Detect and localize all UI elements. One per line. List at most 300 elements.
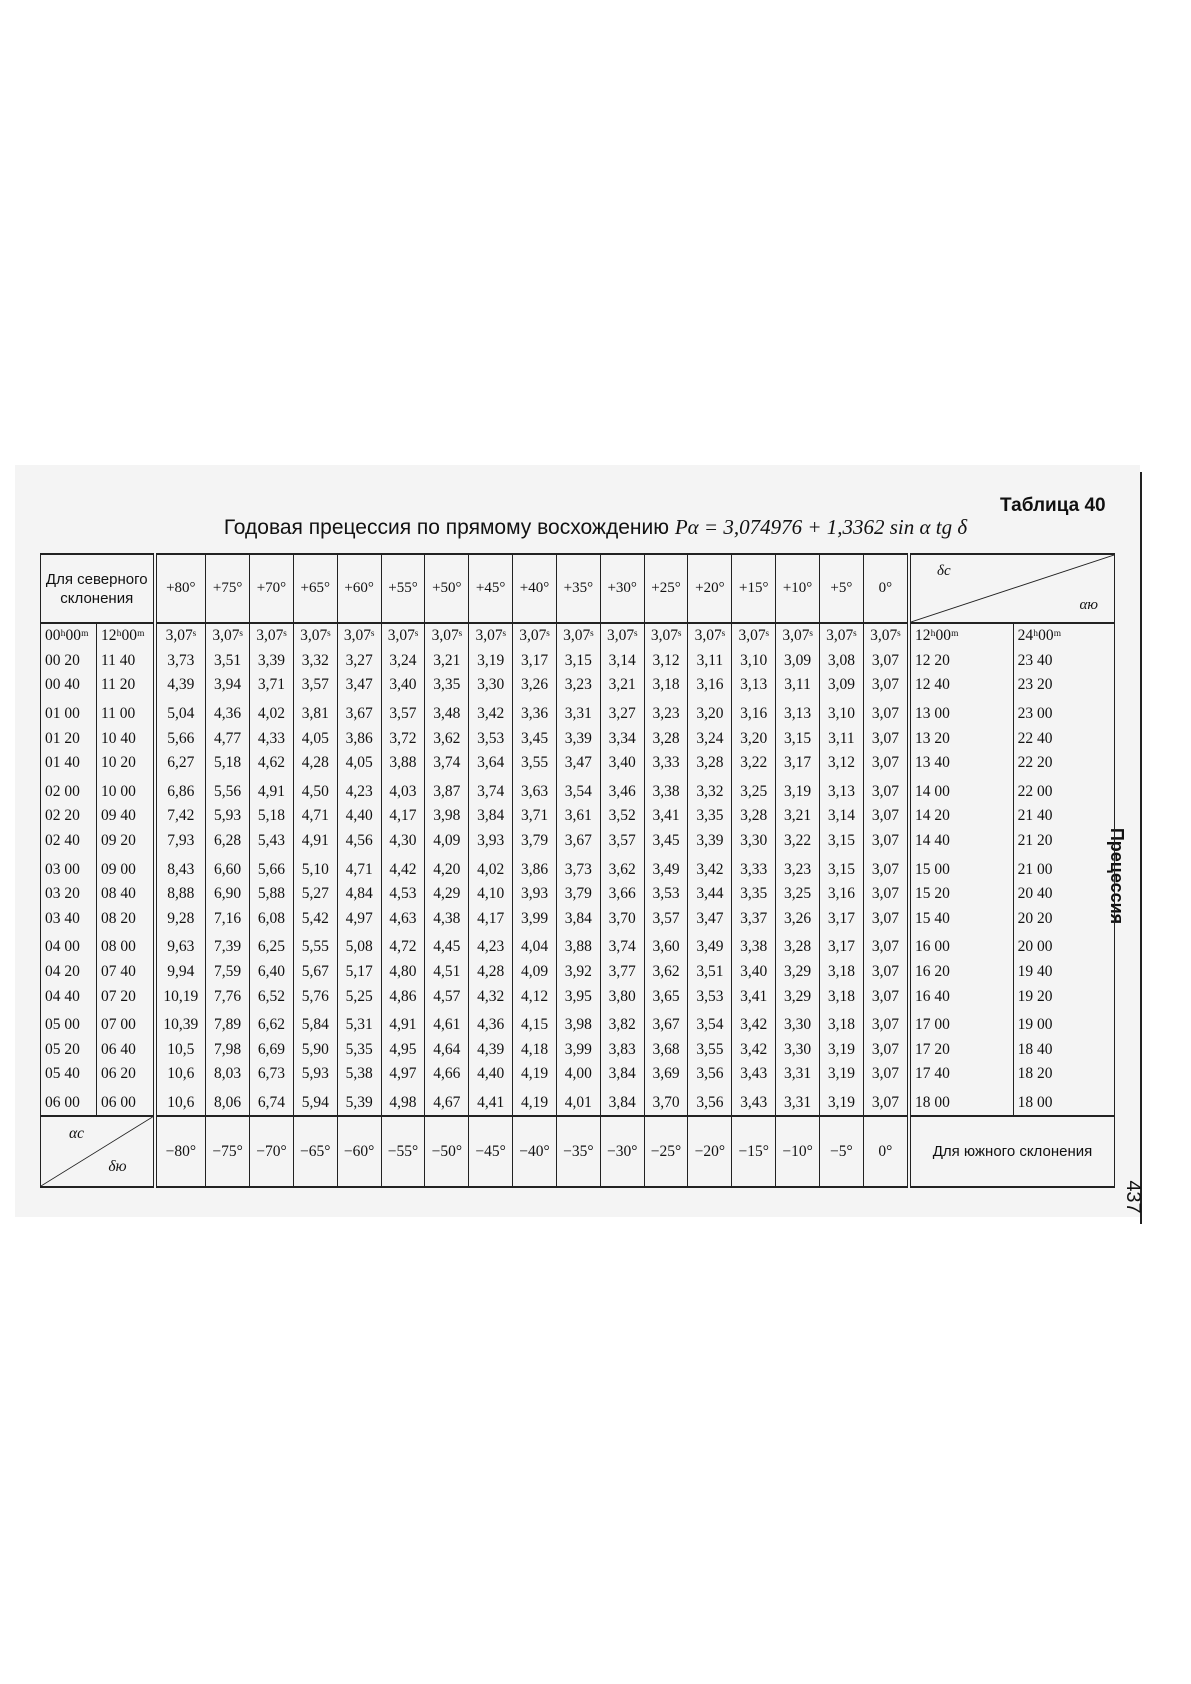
ra-north-b-cell: 06 20	[97, 1062, 155, 1087]
ra-north-b-cell: 07 00	[97, 1009, 155, 1038]
precession-value-cell: 3,56	[688, 1087, 732, 1117]
table-row	[41, 1087, 1115, 1117]
precession-value-cell: 3,10	[732, 649, 776, 674]
precession-value-cell: 3,07	[863, 726, 909, 751]
precession-value-cell: 3,40	[600, 751, 644, 776]
table-row	[41, 907, 1115, 932]
precession-value-cell: 4,00	[556, 1062, 600, 1087]
ra-north-a-cell: 03 40	[41, 907, 97, 932]
precession-value-cell: 6,74	[250, 1087, 294, 1117]
precession-value-cell: 3,43	[732, 1087, 776, 1117]
north-declination-header: +65°	[293, 554, 337, 623]
precession-value-cell: 3,60	[644, 931, 688, 960]
precession-value-cell: 3,31	[556, 698, 600, 727]
precession-value-cell: 3,93	[513, 882, 557, 907]
south-declination-footer: −45°	[469, 1116, 513, 1187]
precession-value-cell: 3,45	[644, 829, 688, 854]
precession-value-cell: 3,56	[688, 1062, 732, 1087]
precession-value-cell: 7,98	[206, 1038, 250, 1063]
precession-value-cell: 6,52	[250, 984, 294, 1009]
precession-value-cell: 3,07	[863, 829, 909, 854]
precession-value-cell: 3,07	[863, 673, 909, 698]
ra-south-b-cell: 21 20	[1013, 829, 1114, 854]
precession-value-cell: 4,61	[425, 1009, 469, 1038]
precession-value-cell: 3,21	[600, 673, 644, 698]
precession-value-cell: 3,67	[644, 1009, 688, 1038]
ra-north-b-cell: 08 00	[97, 931, 155, 960]
precession-value-cell: 3,07	[863, 804, 909, 829]
precession-value-cell: 3,73	[155, 649, 206, 674]
precession-value-cell: 3,38	[732, 931, 776, 960]
precession-value-cell: 3,07ˢ	[293, 623, 337, 649]
table-row	[41, 698, 1115, 727]
precession-value-cell: 3,07ˢ	[776, 623, 820, 649]
north-declination-header: +60°	[337, 554, 381, 623]
south-declination-footer: −55°	[381, 1116, 425, 1187]
precession-value-cell: 3,11	[819, 726, 863, 751]
precession-value-cell: 3,62	[425, 726, 469, 751]
precession-value-cell: 5,84	[293, 1009, 337, 1038]
ra-south-b-cell: 23 40	[1013, 649, 1114, 674]
precession-value-cell: 10,6	[155, 1087, 206, 1117]
table-row	[41, 726, 1115, 751]
ra-north-a-cell: 01 20	[41, 726, 97, 751]
precession-value-cell: 4,28	[469, 960, 513, 985]
ra-south-b-cell: 19 00	[1013, 1009, 1114, 1038]
precession-value-cell: 3,28	[776, 931, 820, 960]
precession-value-cell: 6,62	[250, 1009, 294, 1038]
precession-value-cell: 4,12	[513, 984, 557, 1009]
ra-north-b-cell: 10 00	[97, 776, 155, 805]
precession-value-cell: 4,17	[381, 804, 425, 829]
ra-north-a-cell: 03 20	[41, 882, 97, 907]
precession-value-cell: 3,84	[600, 1087, 644, 1117]
precession-value-cell: 8,06	[206, 1087, 250, 1117]
precession-value-cell: 5,66	[155, 726, 206, 751]
precession-value-cell: 3,46	[600, 776, 644, 805]
ra-north-a-cell: 02 20	[41, 804, 97, 829]
precession-value-cell: 3,13	[732, 673, 776, 698]
ra-north-a-cell: 00 20	[41, 649, 97, 674]
precession-value-cell: 9,94	[155, 960, 206, 985]
precession-value-cell: 4,33	[250, 726, 294, 751]
precession-value-cell: 7,89	[206, 1009, 250, 1038]
precession-value-cell: 3,15	[819, 829, 863, 854]
precession-value-cell: 7,16	[206, 907, 250, 932]
precession-value-cell: 3,31	[776, 1062, 820, 1087]
precession-value-cell: 3,54	[556, 776, 600, 805]
south-declination-footer: −65°	[293, 1116, 337, 1187]
precession-value-cell: 3,54	[688, 1009, 732, 1038]
precession-value-cell: 4,95	[381, 1038, 425, 1063]
precession-value-cell: 3,07ˢ	[206, 623, 250, 649]
precession-value-cell: 3,72	[381, 726, 425, 751]
precession-value-cell: 3,42	[469, 698, 513, 727]
precession-value-cell: 3,70	[644, 1087, 688, 1117]
ra-south-b-cell: 19 20	[1013, 984, 1114, 1009]
precession-value-cell: 4,05	[337, 751, 381, 776]
table-row	[41, 931, 1115, 960]
table-row	[41, 673, 1115, 698]
ra-south-a-cell: 18 00	[909, 1087, 1013, 1117]
ra-north-a-cell: 02 00	[41, 776, 97, 805]
precession-value-cell: 3,25	[732, 776, 776, 805]
precession-value-cell: 3,07ˢ	[600, 623, 644, 649]
precession-value-cell: 3,84	[469, 804, 513, 829]
precession-value-cell: 3,19	[819, 1062, 863, 1087]
precession-value-cell: 3,07ˢ	[513, 623, 557, 649]
precession-value-cell: 4,57	[425, 984, 469, 1009]
precession-value-cell: 4,41	[469, 1087, 513, 1117]
precession-value-cell: 3,23	[556, 673, 600, 698]
precession-value-cell: 3,14	[819, 804, 863, 829]
ra-south-b-cell: 23 00	[1013, 698, 1114, 727]
precession-value-cell: 3,12	[644, 649, 688, 674]
precession-value-cell: 3,95	[556, 984, 600, 1009]
ra-north-b-cell: 07 40	[97, 960, 155, 985]
table-row	[41, 751, 1115, 776]
precession-value-cell: 3,07ˢ	[863, 623, 909, 649]
precession-value-cell: 3,17	[513, 649, 557, 674]
precession-value-cell: 8,03	[206, 1062, 250, 1087]
precession-value-cell: 3,39	[556, 726, 600, 751]
precession-value-cell: 3,71	[250, 673, 294, 698]
precession-value-cell: 5,25	[337, 984, 381, 1009]
precession-value-cell: 3,21	[425, 649, 469, 674]
precession-value-cell: 3,80	[600, 984, 644, 1009]
precession-value-cell: 3,18	[819, 960, 863, 985]
precession-value-cell: 3,09	[819, 673, 863, 698]
precession-value-cell: 3,07	[863, 698, 909, 727]
ra-south-b-cell: 18 20	[1013, 1062, 1114, 1087]
precession-value-cell: 4,17	[469, 907, 513, 932]
ra-north-b-cell: 09 40	[97, 804, 155, 829]
north-declination-header: +50°	[425, 554, 469, 623]
precession-value-cell: 3,16	[688, 673, 732, 698]
table-row	[41, 1009, 1115, 1038]
table-title	[0, 515, 1191, 540]
ra-south-a-cell: 14 40	[909, 829, 1013, 854]
precession-value-cell: 3,19	[776, 776, 820, 805]
precession-value-cell: 4,38	[425, 907, 469, 932]
precession-value-cell: 3,49	[644, 853, 688, 882]
ra-south-b-cell: 24ʰ00ᵐ	[1013, 623, 1114, 649]
precession-value-cell: 4,32	[469, 984, 513, 1009]
header-row	[41, 554, 1115, 623]
precession-value-cell: 7,93	[155, 829, 206, 854]
ra-south-a-cell: 15 20	[909, 882, 1013, 907]
ra-north-b-cell: 12ʰ00ᵐ	[97, 623, 155, 649]
north-declination-header: +80°	[155, 554, 206, 623]
precession-value-cell: 3,07ˢ	[381, 623, 425, 649]
ra-south-b-cell: 19 40	[1013, 960, 1114, 985]
ra-north-a-cell: 03 00	[41, 853, 97, 882]
precession-value-cell: 4,91	[250, 776, 294, 805]
header-corner-cell	[909, 554, 1115, 623]
precession-value-cell: 3,15	[819, 853, 863, 882]
precession-value-cell: 3,07ˢ	[556, 623, 600, 649]
precession-value-cell: 5,17	[337, 960, 381, 985]
corner-delta-north: δс	[936, 563, 951, 579]
north-declination-header: +15°	[732, 554, 776, 623]
precession-value-cell: 4,71	[293, 804, 337, 829]
precession-value-cell: 3,29	[776, 960, 820, 985]
south-declination-label: Для южного склонения	[909, 1116, 1115, 1187]
precession-value-cell: 4,42	[381, 853, 425, 882]
precession-value-cell: 3,11	[776, 673, 820, 698]
ra-south-a-cell: 13 20	[909, 726, 1013, 751]
ra-south-b-cell: 21 00	[1013, 853, 1114, 882]
north-declination-header: +20°	[688, 554, 732, 623]
precession-value-cell: 3,27	[600, 698, 644, 727]
precession-value-cell: 3,55	[688, 1038, 732, 1063]
precession-value-cell: 3,67	[556, 829, 600, 854]
precession-value-cell: 3,86	[513, 853, 557, 882]
south-declination-footer: −5°	[819, 1116, 863, 1187]
precession-value-cell: 3,63	[513, 776, 557, 805]
precession-value-cell: 6,60	[206, 853, 250, 882]
south-declination-footer: 0°	[863, 1116, 909, 1187]
precession-value-cell: 3,55	[513, 751, 557, 776]
table-row	[41, 1062, 1115, 1087]
ra-north-a-cell: 01 40	[41, 751, 97, 776]
precession-value-cell: 3,39	[688, 829, 732, 854]
ra-north-a-cell: 06 00	[41, 1087, 97, 1117]
north-declination-header: +35°	[556, 554, 600, 623]
precession-value-cell: 3,07	[863, 649, 909, 674]
precession-value-cell: 3,68	[644, 1038, 688, 1063]
precession-value-cell: 3,19	[819, 1087, 863, 1117]
north-declination-header: +30°	[600, 554, 644, 623]
ra-north-b-cell: 09 00	[97, 853, 155, 882]
precession-value-cell: 3,11	[688, 649, 732, 674]
precession-value-cell: 5,35	[337, 1038, 381, 1063]
ra-north-b-cell: 08 40	[97, 882, 155, 907]
precession-value-cell: 9,63	[155, 931, 206, 960]
precession-value-cell: 3,07	[863, 1038, 909, 1063]
north-declination-header: +45°	[469, 554, 513, 623]
ra-south-b-cell: 18 00	[1013, 1087, 1114, 1117]
ra-north-b-cell: 11 40	[97, 649, 155, 674]
precession-value-cell: 3,24	[688, 726, 732, 751]
ra-south-b-cell: 22 20	[1013, 751, 1114, 776]
ra-south-a-cell: 12 40	[909, 673, 1013, 698]
ra-south-a-cell: 16 00	[909, 931, 1013, 960]
ra-north-a-cell: 04 20	[41, 960, 97, 985]
precession-value-cell: 3,84	[600, 1062, 644, 1087]
precession-value-cell: 4,20	[425, 853, 469, 882]
precession-value-cell: 4,40	[337, 804, 381, 829]
precession-value-cell: 3,07ˢ	[732, 623, 776, 649]
precession-value-cell: 4,05	[293, 726, 337, 751]
ra-south-a-cell: 14 20	[909, 804, 1013, 829]
precession-value-cell: 5,04	[155, 698, 206, 727]
ra-north-a-cell: 00ʰ00ᵐ	[41, 623, 97, 649]
precession-value-cell: 4,01	[556, 1087, 600, 1117]
precession-value-cell: 3,19	[469, 649, 513, 674]
precession-value-cell: 4,45	[425, 931, 469, 960]
precession-value-cell: 3,35	[688, 804, 732, 829]
precession-value-cell: 3,07	[863, 1062, 909, 1087]
precession-value-cell: 3,16	[732, 698, 776, 727]
corner-alpha-south: αю	[1079, 597, 1098, 613]
south-declination-footer: −80°	[155, 1116, 206, 1187]
precession-value-cell: 3,18	[819, 1009, 863, 1038]
precession-value-cell: 3,30	[776, 1038, 820, 1063]
precession-value-cell: 3,35	[425, 673, 469, 698]
precession-value-cell: 4,72	[381, 931, 425, 960]
precession-value-cell: 6,08	[250, 907, 294, 932]
precession-value-cell: 3,53	[644, 882, 688, 907]
precession-value-cell: 3,17	[819, 931, 863, 960]
precession-value-cell: 3,19	[819, 1038, 863, 1063]
precession-value-cell: 5,90	[293, 1038, 337, 1063]
precession-value-cell: 4,86	[381, 984, 425, 1009]
south-declination-footer: −30°	[600, 1116, 644, 1187]
precession-value-cell: 4,91	[381, 1009, 425, 1038]
ra-north-a-cell: 02 40	[41, 829, 97, 854]
precession-value-cell: 3,98	[425, 804, 469, 829]
north-declination-label: Для северного склонения	[41, 554, 155, 623]
corner-alpha-north: αс	[69, 1125, 85, 1143]
table-row	[41, 1038, 1115, 1063]
precession-value-cell: 4,04	[513, 931, 557, 960]
precession-value-cell: 5,38	[337, 1062, 381, 1087]
table-row	[41, 804, 1115, 829]
precession-value-cell: 6,86	[155, 776, 206, 805]
precession-value-cell: 3,07	[863, 907, 909, 932]
precession-value-cell: 5,88	[250, 882, 294, 907]
precession-value-cell: 3,20	[732, 726, 776, 751]
precession-value-cell: 3,13	[819, 776, 863, 805]
precession-value-cell: 3,07ˢ	[155, 623, 206, 649]
ra-south-a-cell: 16 20	[909, 960, 1013, 985]
precession-value-cell: 3,07ˢ	[644, 623, 688, 649]
precession-value-cell: 3,51	[688, 960, 732, 985]
precession-value-cell: 3,42	[732, 1038, 776, 1063]
ra-south-b-cell: 22 00	[1013, 776, 1114, 805]
precession-value-cell: 3,42	[688, 853, 732, 882]
precession-value-cell: 3,57	[381, 698, 425, 727]
precession-value-cell: 5,10	[293, 853, 337, 882]
south-declination-footer: −40°	[513, 1116, 557, 1187]
precession-value-cell: 4,97	[337, 907, 381, 932]
precession-value-cell: 3,30	[732, 829, 776, 854]
ra-south-a-cell: 17 00	[909, 1009, 1013, 1038]
precession-value-cell: 3,67	[337, 698, 381, 727]
precession-value-cell: 3,62	[644, 960, 688, 985]
ra-north-a-cell: 01 00	[41, 698, 97, 727]
north-declination-header: +5°	[819, 554, 863, 623]
ra-south-b-cell: 18 40	[1013, 1038, 1114, 1063]
precession-value-cell: 4,30	[381, 829, 425, 854]
precession-value-cell: 6,69	[250, 1038, 294, 1063]
precession-value-cell: 3,92	[556, 960, 600, 985]
ra-south-a-cell: 12ʰ00ᵐ	[909, 623, 1013, 649]
precession-value-cell: 3,47	[688, 907, 732, 932]
ra-north-b-cell: 07 20	[97, 984, 155, 1009]
precession-value-cell: 7,76	[206, 984, 250, 1009]
precession-value-cell: 4,18	[513, 1038, 557, 1063]
precession-value-cell: 3,71	[513, 804, 557, 829]
precession-value-cell: 3,49	[688, 931, 732, 960]
precession-value-cell: 5,27	[293, 882, 337, 907]
ra-north-b-cell: 09 20	[97, 829, 155, 854]
precession-value-cell: 3,61	[556, 804, 600, 829]
section-side-label: Прецессия	[1107, 827, 1127, 925]
precession-value-cell: 4,10	[469, 882, 513, 907]
precession-value-cell: 4,15	[513, 1009, 557, 1038]
ra-south-b-cell: 20 00	[1013, 931, 1114, 960]
precession-value-cell: 6,25	[250, 931, 294, 960]
precession-value-cell: 3,15	[776, 726, 820, 751]
north-declination-header: +75°	[206, 554, 250, 623]
precession-value-cell: 3,40	[732, 960, 776, 985]
precession-value-cell: 10,5	[155, 1038, 206, 1063]
precession-value-cell: 3,23	[644, 698, 688, 727]
precession-value-cell: 5,67	[293, 960, 337, 985]
precession-value-cell: 3,73	[556, 853, 600, 882]
precession-value-cell: 3,28	[732, 804, 776, 829]
precession-value-cell: 3,29	[776, 984, 820, 1009]
precession-value-cell: 3,47	[556, 751, 600, 776]
precession-value-cell: 3,26	[513, 673, 557, 698]
precession-value-cell: 6,90	[206, 882, 250, 907]
ra-south-a-cell: 12 20	[909, 649, 1013, 674]
ra-south-b-cell: 22 40	[1013, 726, 1114, 751]
precession-value-cell: 3,74	[600, 931, 644, 960]
precession-value-cell: 3,28	[644, 726, 688, 751]
precession-value-cell: 3,57	[600, 829, 644, 854]
precession-value-cell: 3,10	[819, 698, 863, 727]
precession-value-cell: 3,09	[776, 649, 820, 674]
precession-value-cell: 4,98	[381, 1087, 425, 1117]
precession-value-cell: 5,76	[293, 984, 337, 1009]
precession-value-cell: 5,43	[250, 829, 294, 854]
ra-south-b-cell: 20 20	[1013, 907, 1114, 932]
precession-value-cell: 4,91	[293, 829, 337, 854]
title-formula: Pα = 3,074976 + 1,3362 sin α tg δ	[674, 515, 968, 539]
precession-value-cell: 3,20	[688, 698, 732, 727]
precession-value-cell: 4,80	[381, 960, 425, 985]
precession-value-cell: 3,07	[863, 960, 909, 985]
precession-value-cell: 4,67	[425, 1087, 469, 1117]
precession-value-cell: 3,74	[469, 776, 513, 805]
precession-value-cell: 4,09	[513, 960, 557, 985]
precession-value-cell: 4,19	[513, 1062, 557, 1087]
precession-value-cell: 4,50	[293, 776, 337, 805]
south-declination-footer: −10°	[776, 1116, 820, 1187]
precession-value-cell: 3,07	[863, 1087, 909, 1117]
precession-value-cell: 3,15	[556, 649, 600, 674]
precession-value-cell: 3,07	[863, 984, 909, 1009]
precession-value-cell: 3,22	[732, 751, 776, 776]
precession-value-cell: 4,39	[155, 673, 206, 698]
precession-value-cell: 3,14	[600, 649, 644, 674]
precession-value-cell: 3,07ˢ	[425, 623, 469, 649]
north-declination-header: +10°	[776, 554, 820, 623]
table-row	[41, 776, 1115, 805]
ra-south-a-cell: 15 40	[909, 907, 1013, 932]
ra-south-a-cell: 16 40	[909, 984, 1013, 1009]
precession-value-cell: 3,44	[688, 882, 732, 907]
precession-value-cell: 4,53	[381, 882, 425, 907]
precession-value-cell: 5,18	[250, 804, 294, 829]
precession-value-cell: 6,28	[206, 829, 250, 854]
precession-value-cell: 5,18	[206, 751, 250, 776]
precession-value-cell: 5,93	[293, 1062, 337, 1087]
ra-south-b-cell: 20 40	[1013, 882, 1114, 907]
